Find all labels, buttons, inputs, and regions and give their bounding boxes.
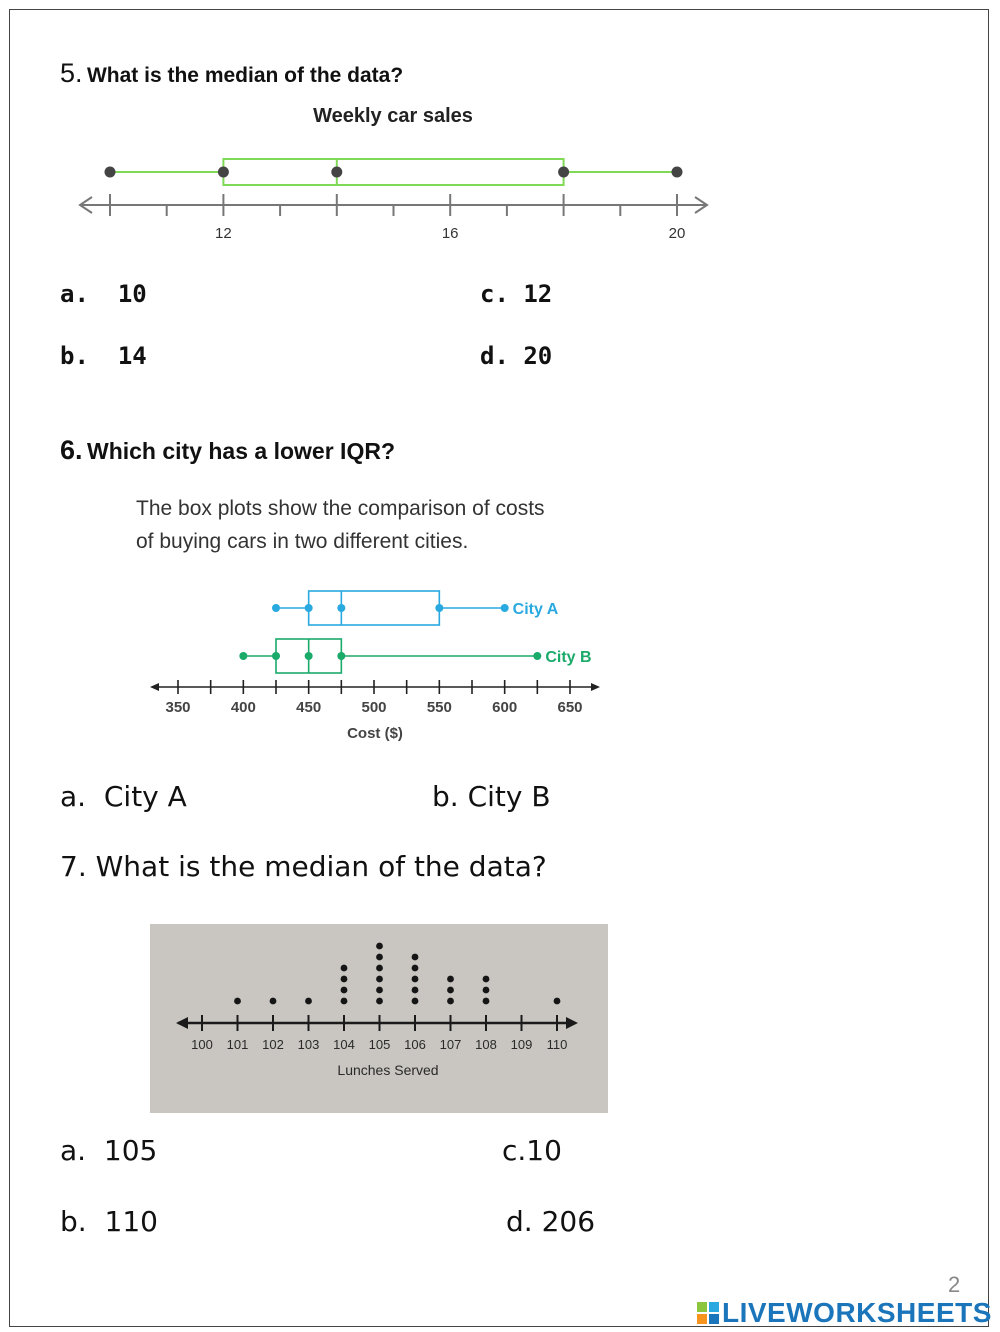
q7-dotplot-chart — [150, 924, 608, 1113]
question-6 — [60, 435, 395, 466]
option-text: 105 — [103, 1134, 158, 1167]
q3-point — [337, 652, 345, 660]
tick-label: 105 — [368, 1037, 391, 1052]
option-letter: a. — [60, 1134, 87, 1167]
q1-point — [272, 652, 280, 660]
option-letter: d. — [480, 342, 509, 370]
option-text: City A — [103, 780, 187, 813]
data-dot — [376, 943, 383, 950]
tick-label: 600 — [492, 699, 518, 716]
option-text: 10 — [526, 1134, 562, 1167]
tick-label: 107 — [439, 1037, 462, 1052]
q7-option-a[interactable] — [60, 1134, 157, 1167]
option-text: City B — [467, 780, 551, 813]
data-dot — [412, 976, 419, 983]
tick-label: 103 — [297, 1037, 320, 1052]
tick-label: 20 — [668, 225, 686, 242]
q5-option-c[interactable] — [480, 280, 552, 308]
option-text: 206 — [541, 1205, 596, 1238]
data-dot — [412, 998, 419, 1005]
tick-label: 102 — [262, 1037, 284, 1052]
box — [309, 591, 440, 625]
series-label: City A — [512, 601, 559, 618]
data-dot — [483, 998, 490, 1005]
option-letter: b. — [432, 780, 459, 813]
data-dot — [447, 987, 454, 994]
option-letter: b. — [60, 342, 89, 370]
q7-option-c[interactable] — [502, 1134, 562, 1167]
data-dot — [341, 965, 348, 972]
q3-point — [558, 167, 569, 178]
q5-option-b[interactable] — [60, 342, 147, 370]
axis-arrow-left — [150, 683, 159, 691]
tick-label: 500 — [361, 699, 387, 716]
axis-arrow-right — [591, 683, 600, 691]
option-letter: a. — [60, 280, 89, 308]
tick-label: 350 — [165, 699, 191, 716]
max-point — [501, 604, 509, 612]
q6-option-b[interactable] — [432, 780, 551, 813]
max-point — [672, 167, 683, 178]
data-dot — [376, 965, 383, 972]
option-letter: c. — [480, 280, 509, 308]
q1-point — [218, 167, 229, 178]
data-dot — [412, 987, 419, 994]
min-point — [272, 604, 280, 612]
q7-option-b[interactable] — [60, 1205, 158, 1238]
median-point — [337, 604, 345, 612]
tick-label: 101 — [226, 1037, 249, 1052]
tick-label: 104 — [333, 1037, 355, 1052]
option-letter: b. — [60, 1205, 87, 1238]
option-letter: a. — [60, 780, 87, 813]
tick-label: 16 — [441, 225, 459, 242]
option-text: 10 — [117, 280, 147, 308]
option-text: 110 — [104, 1205, 158, 1238]
data-dot — [483, 987, 490, 994]
q6-description — [136, 492, 545, 558]
data-dot — [412, 954, 419, 961]
tick-label: 550 — [426, 699, 452, 716]
description-line: of buying cars in two different cities. — [136, 530, 469, 553]
axis-label: Lunches Served — [337, 1062, 439, 1078]
axis-label: Cost ($) — [347, 725, 403, 742]
logo-icon — [697, 1302, 719, 1324]
option-text: 20 — [523, 342, 553, 370]
data-dot — [341, 976, 348, 983]
tick-label: 450 — [296, 699, 322, 716]
box — [223, 159, 563, 185]
question-text: What is the median of the data? — [86, 64, 404, 87]
tick-label: 109 — [510, 1037, 533, 1052]
data-dot — [376, 998, 383, 1005]
min-point — [239, 652, 247, 660]
question-text: Which city has a lower IQR? — [86, 438, 395, 464]
data-dot — [376, 976, 383, 983]
q5-option-a[interactable] — [60, 280, 147, 308]
data-dot — [483, 976, 490, 983]
tick-label: 650 — [557, 699, 583, 716]
data-dot — [341, 998, 348, 1005]
tick-label: 108 — [475, 1037, 497, 1052]
data-dot — [270, 998, 277, 1005]
data-dot — [234, 998, 241, 1005]
data-dot — [554, 998, 561, 1005]
q7-option-d[interactable] — [506, 1205, 595, 1238]
data-dot — [447, 976, 454, 983]
min-point — [105, 167, 116, 178]
q5-option-d[interactable] — [480, 342, 552, 370]
page-number: 2 — [948, 1272, 961, 1297]
q5-boxplot-chart — [60, 95, 730, 255]
brand-logo[interactable] — [697, 1296, 992, 1330]
tick-label: 12 — [215, 225, 232, 242]
data-dot — [412, 965, 419, 972]
tick-label: 110 — [546, 1037, 568, 1052]
option-text: 14 — [117, 342, 147, 370]
q1-point — [305, 604, 313, 612]
data-dot — [305, 998, 312, 1005]
median-point — [331, 167, 342, 178]
series-label: City B — [545, 649, 592, 666]
data-dot — [376, 987, 383, 994]
option-letter: d. — [506, 1205, 533, 1238]
question-number: 6. — [60, 435, 83, 465]
tick-label: 100 — [191, 1037, 213, 1052]
q6-option-a[interactable] — [60, 780, 187, 813]
description-line: The box plots show the comparison of costs — [136, 497, 545, 520]
chart-title: Weekly car sales — [313, 105, 473, 127]
question-5 — [60, 58, 403, 89]
brand-name: LIVEWORKSHEETS — [722, 1297, 992, 1328]
q3-point — [435, 604, 443, 612]
data-dot — [447, 998, 454, 1005]
max-point — [533, 652, 541, 660]
data-dot — [341, 987, 348, 994]
median-point — [305, 652, 313, 660]
question-number: 5. — [60, 58, 83, 88]
option-letter: c. — [502, 1134, 527, 1167]
option-text: 12 — [523, 280, 553, 308]
tick-label: 106 — [404, 1037, 426, 1052]
tick-label: 400 — [230, 699, 256, 716]
q6-boxplot-chart — [140, 580, 610, 750]
question-7: 7. What is the median of the data? — [60, 850, 547, 883]
data-dot — [376, 954, 383, 961]
